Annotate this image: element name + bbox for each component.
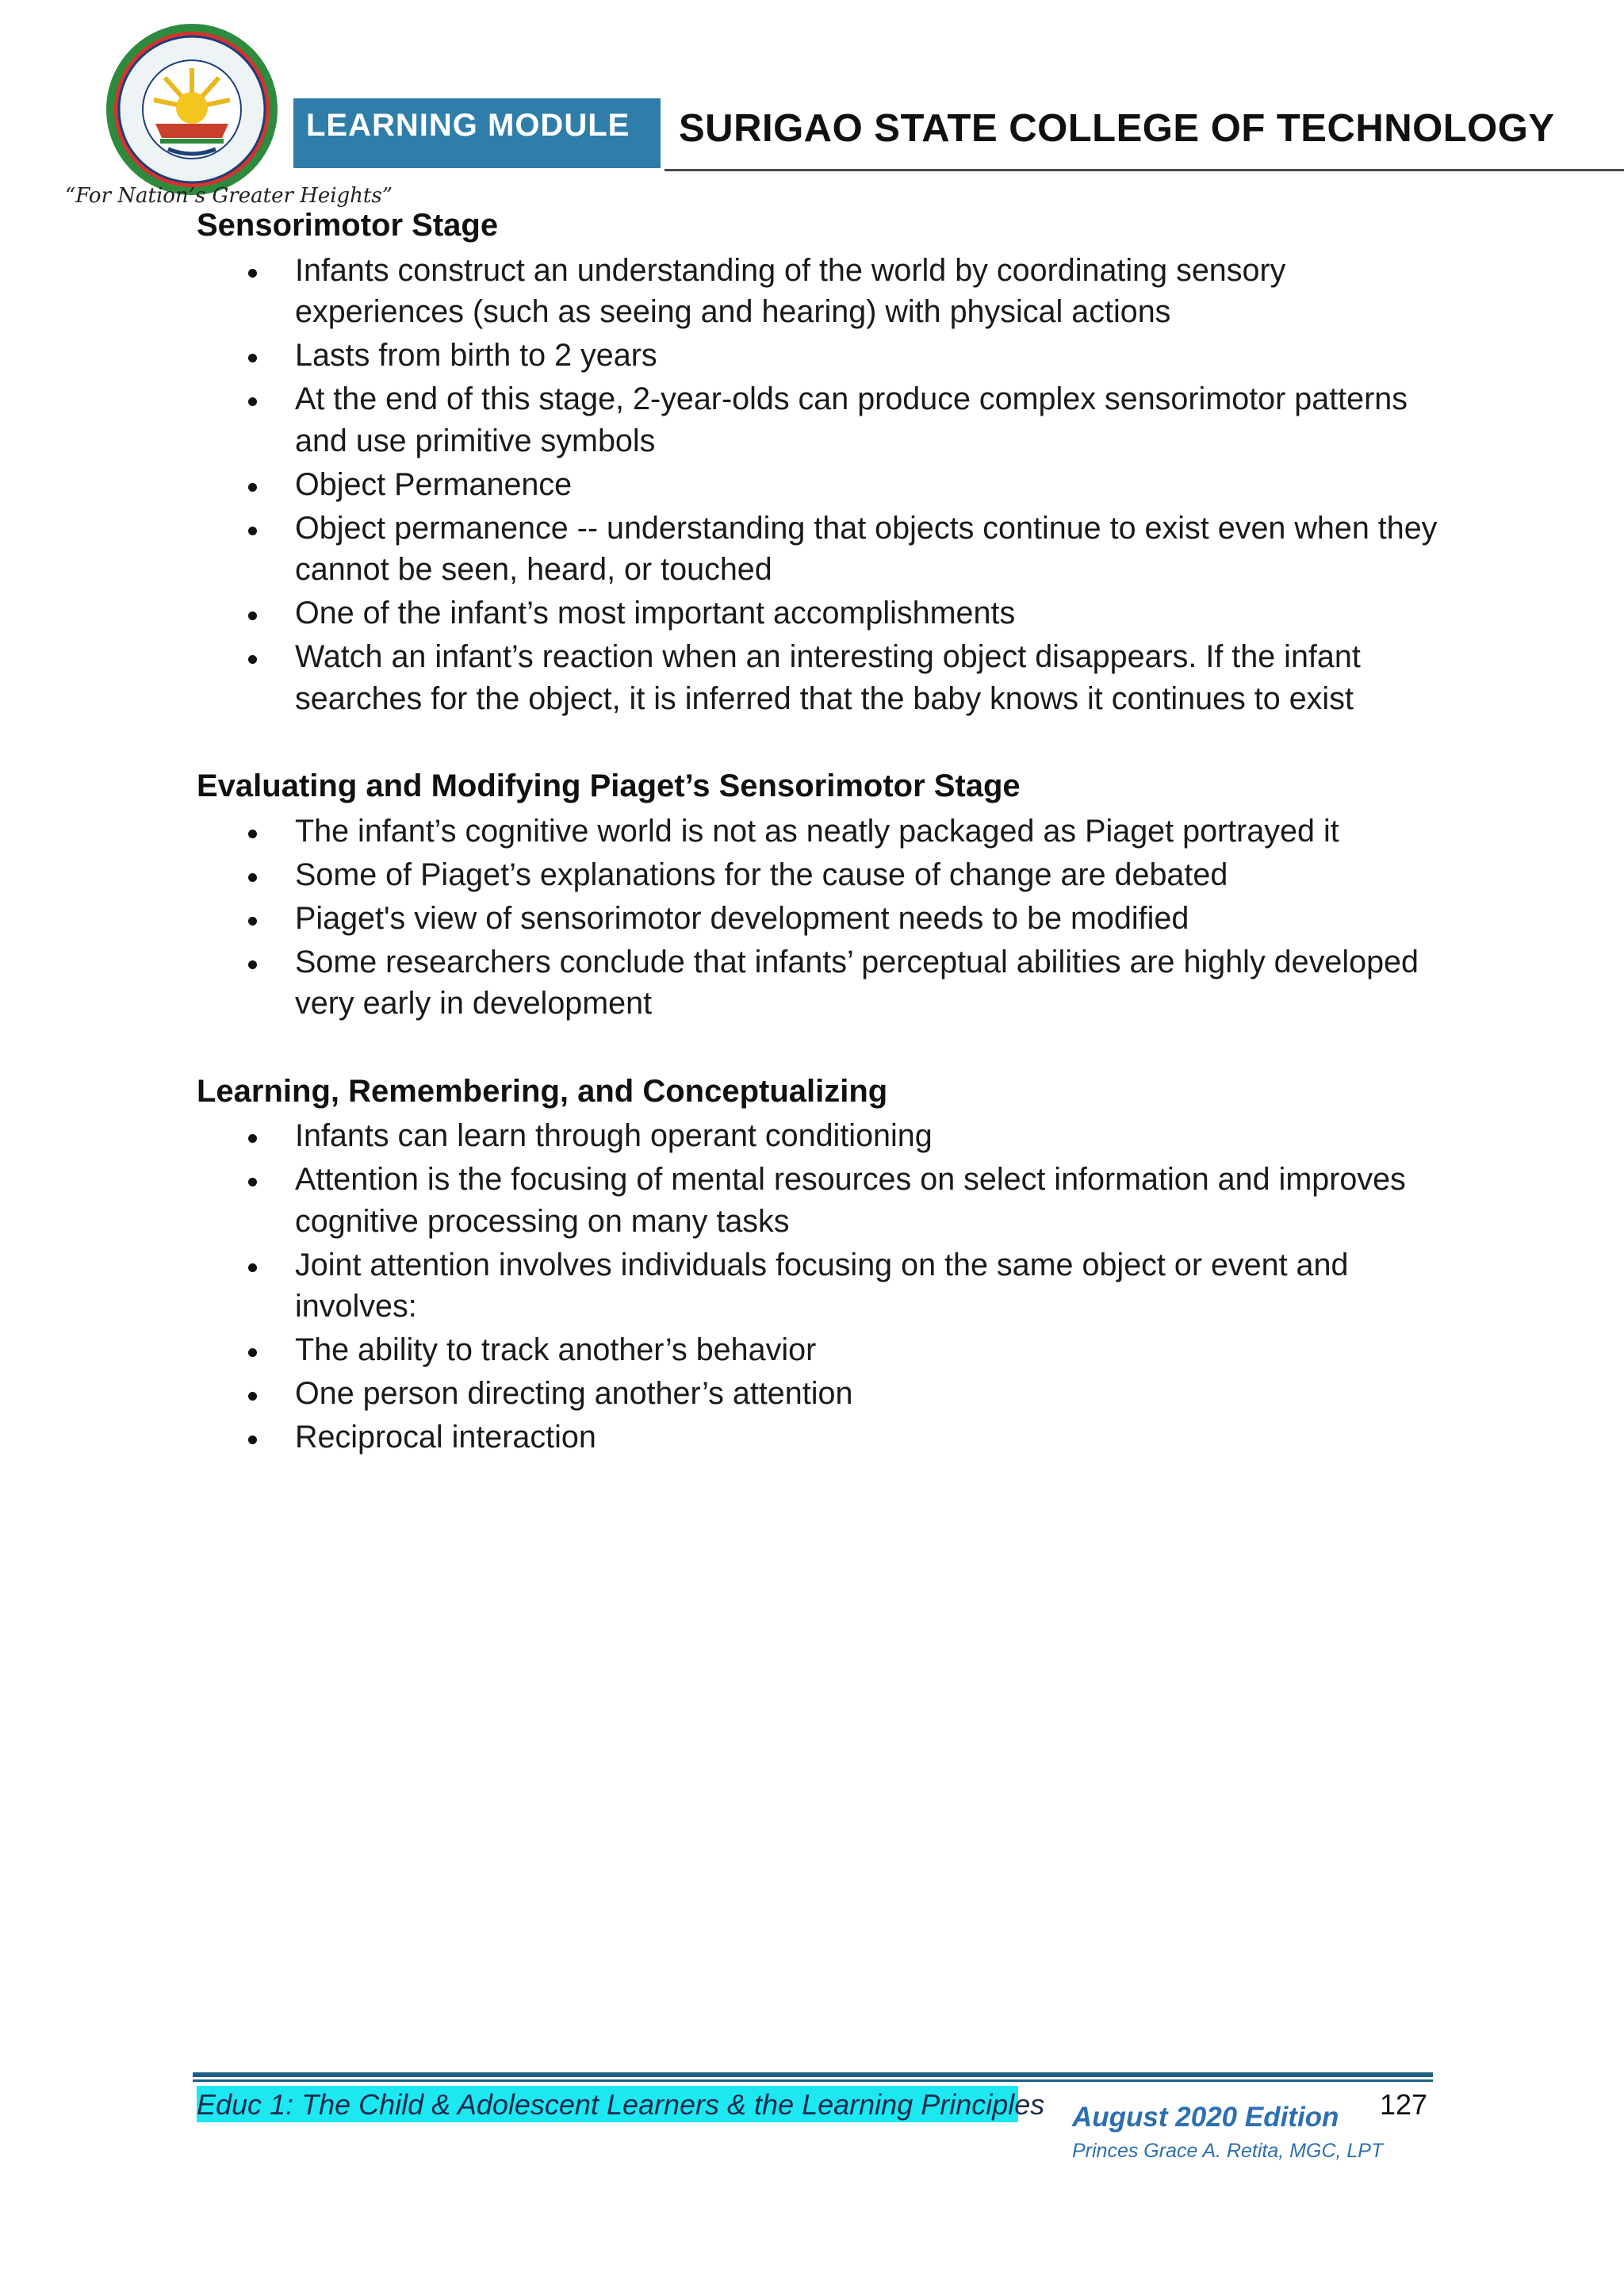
list-item: Object Permanence bbox=[197, 464, 1450, 506]
bullet-icon bbox=[248, 527, 257, 535]
college-name: SURIGAO STATE COLLEGE OF TECHNOLOGY bbox=[679, 107, 1555, 150]
bullet-icon bbox=[248, 655, 257, 664]
bullet-list bbox=[197, 811, 1450, 1025]
footer-divider-thin bbox=[193, 2079, 1433, 2082]
bullet-icon bbox=[248, 269, 257, 278]
section-learning-remembering bbox=[197, 1069, 1450, 1458]
bullet-icon bbox=[248, 1348, 257, 1357]
bullet-icon bbox=[248, 1178, 257, 1186]
list-item: Reciprocal interaction bbox=[197, 1416, 1450, 1458]
bullet-icon bbox=[248, 1435, 257, 1444]
list-item: Attention is the focusing of mental resources on select information and improves cognitive processing on many tasks bbox=[197, 1159, 1450, 1242]
header-divider bbox=[665, 169, 1624, 171]
course-title: Educ 1: The Child & Adolescent Learners & the Learning Principles bbox=[197, 2086, 1018, 2122]
author-credit: Princes Grace A. Retita, MGC, LPT bbox=[1072, 2140, 1384, 2162]
edition-label: August 2020 Edition bbox=[1072, 2102, 1339, 2133]
section-heading: Evaluating and Modifying Piaget’s Sensorimotor Stage bbox=[197, 769, 1021, 803]
list-item: Piaget's view of sensorimotor development needs to be modified bbox=[197, 898, 1450, 940]
list-item: The infant’s cognitive world is not as neatly packaged as Piaget portrayed it bbox=[197, 811, 1450, 853]
list-item: Infants can learn through operant conditioning bbox=[197, 1115, 1450, 1157]
section-evaluating-piaget bbox=[197, 764, 1450, 1025]
footer-divider bbox=[193, 2072, 1433, 2077]
list-item: Joint attention involves individuals focusing on the same object or event and involves: bbox=[197, 1244, 1450, 1328]
bullet-icon bbox=[248, 483, 257, 492]
list-item: Lasts from birth to 2 years bbox=[197, 335, 1450, 377]
college-motto: “For Nation’s Greater Heights” bbox=[65, 184, 393, 208]
list-item: The ability to track another’s behavior bbox=[197, 1329, 1450, 1371]
section-sensorimotor-stage bbox=[197, 203, 1450, 719]
list-item: Some of Piaget’s explanations for the cause of change are debated bbox=[197, 854, 1450, 896]
list-item: Some researchers conclude that infants’ perceptual abilities are highly developed very early in development bbox=[197, 941, 1450, 1025]
section-heading: Learning, Remembering, and Conceptualizing bbox=[197, 1073, 888, 1109]
list-item: Infants construct an understanding of the world by coordinating sensory experiences (such as seeing and hearing) with physical actions bbox=[197, 250, 1450, 333]
bullet-icon bbox=[248, 354, 257, 362]
section-heading: Sensorimotor Stage bbox=[197, 208, 499, 243]
bullet-icon bbox=[248, 830, 257, 838]
bullet-icon bbox=[248, 873, 257, 882]
bullet-icon bbox=[248, 960, 257, 969]
list-item: Object permanence -- understanding that objects continue to exist even when they cannot be seen, heard, or touched bbox=[197, 508, 1450, 591]
bullet-list bbox=[197, 250, 1450, 720]
college-seal-logo bbox=[105, 22, 279, 197]
learning-module-label: LEARNING MODULE bbox=[293, 98, 661, 168]
bullet-icon bbox=[248, 1263, 257, 1272]
list-item: Watch an infant’s reaction when an interesting object disappears. If the infant searches for the object, it is inferred that the baby knows it continues to exist bbox=[197, 636, 1450, 719]
list-item: One of the infant’s most important accomplishments bbox=[197, 592, 1450, 634]
page-content bbox=[197, 203, 1450, 1458]
bullet-icon bbox=[248, 611, 257, 620]
bullet-list bbox=[197, 1115, 1450, 1458]
bullet-icon bbox=[248, 917, 257, 926]
bullet-icon bbox=[248, 1134, 257, 1143]
list-item: One person directing another’s attention bbox=[197, 1373, 1450, 1415]
list-item: At the end of this stage, 2-year-olds can produce complex sensorimotor patterns and use primitive symbols bbox=[197, 378, 1450, 462]
page-number: 127 bbox=[1380, 2088, 1428, 2121]
bullet-icon bbox=[248, 1392, 257, 1401]
bullet-icon bbox=[248, 397, 257, 406]
